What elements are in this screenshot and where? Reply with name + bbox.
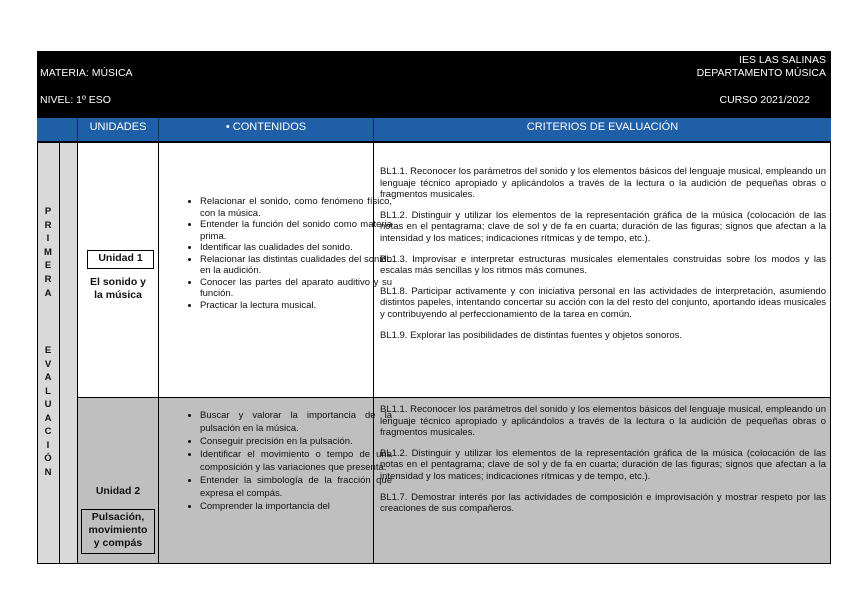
unit1-contenido-item: • Relacionar el sonido, como fenómeno físico, con la música. [200,196,392,219]
department-name: DEPARTAMENTO MÚSICA [696,67,826,79]
unit2-contenido-item: • Conseguir precisión en la pulsación. [200,435,392,448]
evaluation-letter: R [44,274,52,285]
unit1-contenido-item: • Relacionar las distintas cualidades del sonido en la audición. [200,254,392,277]
course-label: CURSO 2021/2022 [719,94,810,106]
column-header-row [37,118,831,142]
unit1-criterio: BL1.8. Participar activamente y con iniciativa personal en las actividades de interpretación, asumiendo distintos papeles, intentando concertar su acción con la del resto del conjunto, aportando ideas musicales y contribuyendo al perfeccionamiento de la tarea en común. [380,285,826,320]
unit2-contenido-item: • Entender la simbología de la fracción que expresa el compás. [200,474,392,500]
evaluation-letter: L [45,386,51,397]
evaluation-letter: Ó [44,453,52,464]
unit1-contenido-item: • Conocer las partes del aparato auditivo y su función. [200,277,392,300]
evaluation-vertical-label [37,142,59,563]
evaluation-letter: P [44,206,52,217]
unit1-title-line1: El sonido y [89,276,146,288]
unit2-criterio: BL1.1. Reconocer los parámetros del sonido y los elementos básicos del lenguaje musical, empleando un lenguaje técnico apropiado y aplicándolos a través de la lectura o la audición de pequeñas obras o fragmentos musicales. [380,404,826,439]
unit1-label: Unidad 1 [87,250,154,269]
unit1-criterio: BL1.2. Distinguir y utilizar los elementos de la representación gráfica de la música (colocación de las notas en el pentagrama; clave de sol y de fa en cuarta; duración de las figuras; signos que afectan a la intensidad y los matices; indicaciones rítmicas y de tempo, etc.). [380,209,826,244]
column-criterios: CRITERIOS DE EVALUACIÓN [526,121,679,133]
unit2-contenido-item: • Buscar y valorar la importancia de la pulsación en la música. [200,409,392,435]
unit1-criterio: BL1.9. Explorar las posibilidades de distintas fuentes y objetos sonoros. [380,329,683,341]
unit1-contenido-item: • Entender la función del sonido como materia prima. [200,219,392,242]
school-name: IES LAS SALINAS [739,54,826,66]
nivel-label: NIVEL: 1º ESO [40,94,111,106]
unit1-criterio: BL1.1. Reconocer los parámetros del sonido y los elementos básicos del lenguaje musical, empleando un lenguaje técnico apropiado y aplicándolos a través de la lectura o la audición de pequeñas obras o fragmentos musicales. [380,166,826,201]
unit2-contenido-item: • Identificar el movimiento o tempo de una composición y las variaciones que presenta. [200,448,392,474]
unit2-criterio: BL1.2. Distinguir y utilizar los elementos de la representación gráfica de la música (colocación de las notas en el pentagrama; clave de sol y de fa en cuarta; duración de las figuras; signos que afectan a la intensidad y los matices; indicaciones rítmicas y de tempo, etc.). [380,447,826,482]
unit1-title-line2: la música [94,289,142,301]
document-header [37,51,831,118]
evaluation-letter: I [46,440,50,451]
side-spacer-panel [59,142,77,563]
unit1-criterio: BL1.3. Improvisar e interpretar estructuras musicales elementales construidas sobre los modos y las escalas más sencillas y los ritmos más comunes. [380,253,826,277]
unit1-criterios [380,166,826,350]
unit2-label: Unidad 2 [95,485,141,497]
unit1-contenido-item: • Practicar la lectura musical. [200,300,392,312]
evaluation-letter: E [44,260,52,271]
evaluation-letter: C [44,426,52,437]
unit2-title-line1: Pulsación, [91,511,145,523]
column-unidades: UNIDADES [89,121,147,133]
unit2-title [81,509,155,554]
evaluation-letter: M [44,247,52,258]
evaluation-letter: A [44,288,52,299]
column-contenidos: • CONTENIDOS [225,121,307,133]
materia-label: MATERIA: MÚSICA [40,67,133,79]
unit2-criterios [380,404,826,524]
unit2-title-line2: movimiento [88,524,148,536]
unit1-contenido-item: • Identificar las cualidades del sonido. [200,242,392,254]
unit2-criterio: BL1.7. Demostrar interés por las actividades de composición e improvisación y mostrar respeto por las creaciones de sus compañeros. [380,491,826,515]
evaluation-letter: A [44,372,52,383]
evaluation-letter: R [44,220,52,231]
unit2-title-line3: y compás [93,537,143,549]
unit2-contenidos-list [176,409,392,513]
evaluation-letter: V [44,359,52,370]
evaluation-letter: A [44,413,52,424]
unit1-contenidos-list [176,196,392,311]
evaluation-letter: E [44,345,52,356]
evaluation-letter: U [44,399,52,410]
unit1-title [80,276,156,302]
unit2-contenido-item: • Comprender la importancia del [200,500,392,513]
evaluation-letter: I [46,233,50,244]
evaluation-letter: N [44,467,52,478]
